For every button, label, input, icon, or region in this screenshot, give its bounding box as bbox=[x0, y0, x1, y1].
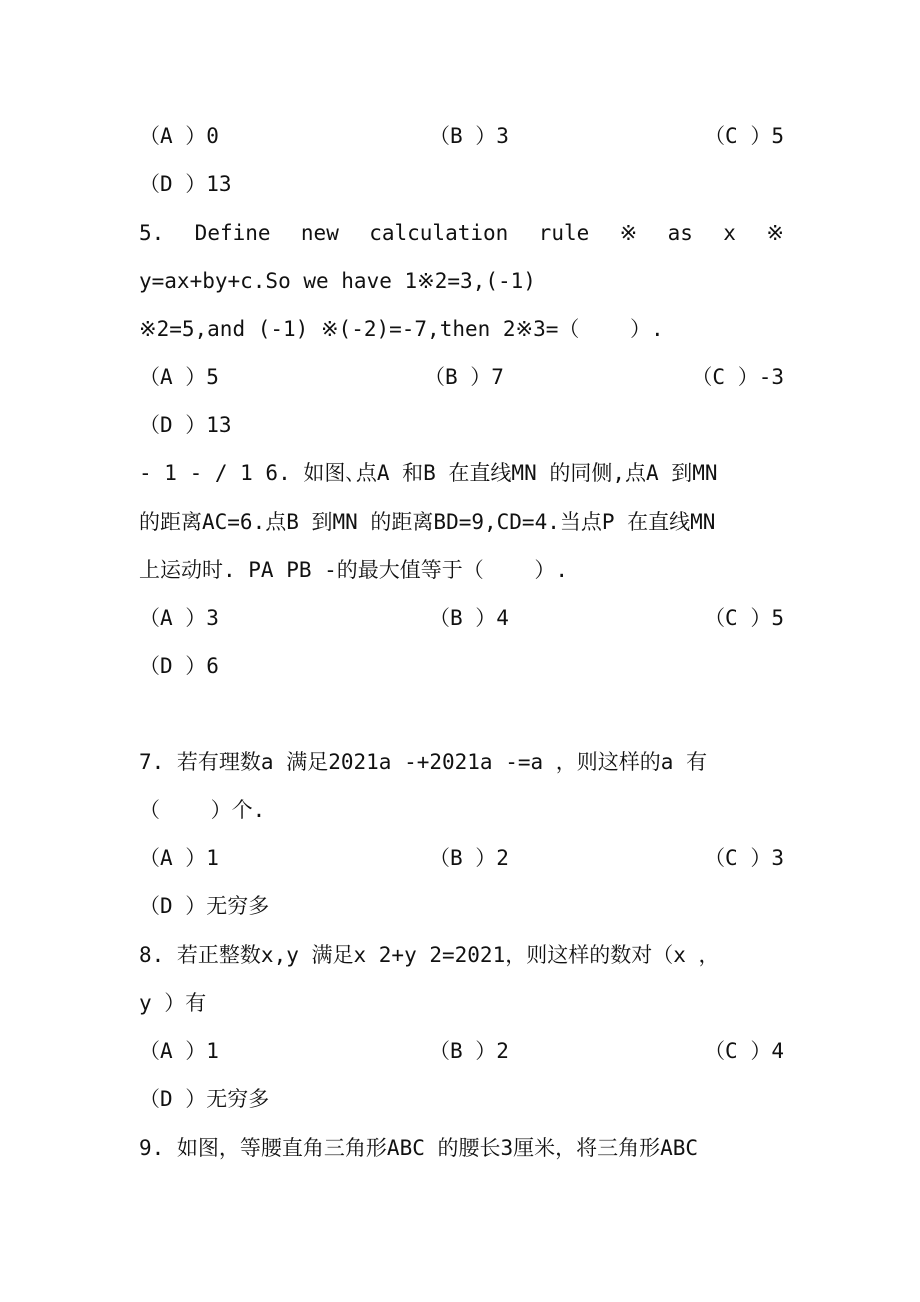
q6-text-line-2: 的距离AC=6.点B 到MN 的距离BD=9,CD=4.当点P 在直线MN bbox=[139, 510, 716, 534]
q5-word: x bbox=[723, 221, 736, 245]
q7-text-line-2: （ ）个. bbox=[139, 798, 266, 822]
q5-word: ※ bbox=[619, 221, 638, 245]
q5-text-line-3: ※2=5,and (-1) ※(-2)=-7,then 2※3=（ ）. bbox=[139, 317, 664, 341]
q5-text-line-1 bbox=[139, 218, 784, 248]
q4-option-a: （A ）0 bbox=[139, 124, 219, 148]
q8-option-a: （A ）1 bbox=[139, 1039, 219, 1063]
q6-option-c: （C ）5 bbox=[704, 606, 784, 630]
q8-text-line-2: y ）有 bbox=[139, 991, 207, 1015]
q6-option-a: （A ）3 bbox=[139, 606, 219, 630]
q4-option-c: （C ）5 bbox=[704, 124, 784, 148]
q6-text-line-3: 上运动时. PA PB -的最大值等于（ ）. bbox=[139, 558, 569, 582]
q5-option-a: （A ）5 bbox=[139, 365, 219, 389]
q5-word: as bbox=[667, 221, 693, 245]
q6-option-b: （B ）4 bbox=[429, 606, 509, 630]
q7-option-d: （D ）无穷多 bbox=[139, 894, 270, 918]
q5-word: ※ bbox=[766, 221, 784, 245]
q5-word: new bbox=[300, 221, 339, 245]
q5-option-b: （B ）7 bbox=[424, 365, 504, 389]
q9-text-line-1: 9. 如图，等腰直角三角形ABC 的腰长3厘米，将三角形ABC bbox=[139, 1136, 699, 1160]
q8-text-line-1: 8. 若正整数x,y 满足x 2+y 2=2021，则这样的数对（x ， bbox=[139, 943, 720, 967]
q5-word: 5. bbox=[139, 221, 165, 245]
q5-word: rule bbox=[538, 221, 590, 245]
q5-word: calculation bbox=[369, 221, 509, 245]
q8-option-d: （D ）无穷多 bbox=[139, 1087, 270, 1111]
q7-option-a: （A ）1 bbox=[139, 846, 219, 870]
q5-option-c: （C ）-3 bbox=[691, 365, 784, 389]
q8-option-c: （C ）4 bbox=[704, 1039, 784, 1063]
q7-text-line-1: 7. 若有理数a 满足2021a -+2021a -=a ，则这样的a 有 bbox=[139, 750, 708, 774]
q8-option-b: （B ）2 bbox=[429, 1039, 509, 1063]
q5-option-d: （D ）13 bbox=[139, 413, 232, 437]
q4-option-d: （D ）13 bbox=[139, 172, 232, 196]
q5-word: Define bbox=[194, 221, 271, 245]
q7-option-b: （B ）2 bbox=[429, 846, 509, 870]
q4-option-b: （B ）3 bbox=[429, 124, 509, 148]
q6-text-line-1: - 1 - / 1 6. 如图､点A 和B 在直线MN 的同侧,点A 到MN bbox=[139, 461, 718, 485]
q7-option-c: （C ）3 bbox=[704, 846, 784, 870]
q5-text-line-2: y=ax+by+c.So we have 1※2=3,(-1) bbox=[139, 269, 536, 293]
q6-option-d: （D ）6 bbox=[139, 654, 219, 678]
